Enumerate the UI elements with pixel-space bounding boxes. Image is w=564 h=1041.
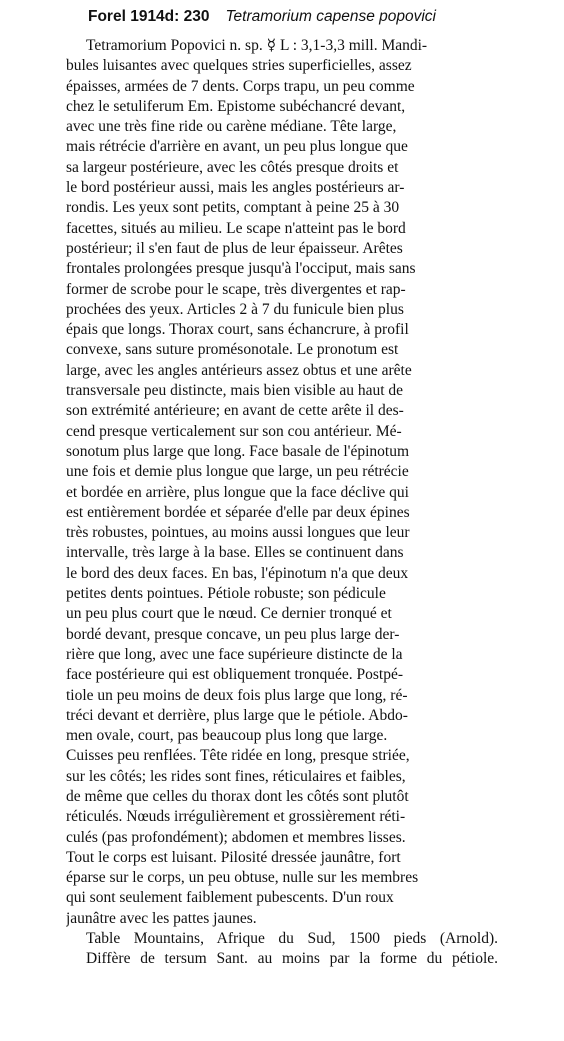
- text-line: de même que celles du thorax dont les côtés sont plutôt: [66, 787, 409, 805]
- citation-reference: Forel 1914d: 230: [88, 8, 210, 25]
- text-line: Tout le corps est luisant. Pilosité dressée jaunâtre, fort: [66, 848, 401, 866]
- text-line: épaisses, armées de 7 dents. Corps trapu, un peu comme: [66, 77, 415, 95]
- text-line: frontales prolongées presque jusqu'à l'occiput, mais sans: [66, 260, 416, 278]
- text-line: sonotum plus large que long. Face basale de l'épinotum: [66, 442, 410, 460]
- text-line: men ovale, court, pas beaucoup plus long que large.: [66, 727, 388, 745]
- text-line: mais rétrécie d'arrière en avant, un peu plus longue que: [66, 138, 408, 156]
- text-line: tiole un peu moins de deux fois plus large que long, ré-: [66, 686, 408, 704]
- text-line: Cuisses peu renflées. Tête ridée en long, presque striée,: [66, 747, 410, 765]
- text-line: facettes, situés au milieu. Le scape n'atteint pas le bord: [66, 219, 406, 237]
- text-line: rière que long, avec une face supérieure distincte de la: [66, 645, 403, 663]
- text-line: large, avec les angles antérieurs assez obtus et une arête: [66, 361, 412, 379]
- text-line: intervalle, très large à la base. Elles se continuent dans: [66, 544, 404, 562]
- locality-line: Table Mountains, Afrique du Sud, 1500 pieds (Arnold).: [86, 930, 498, 948]
- taxon-name: Tetramorium capense popovici: [225, 8, 436, 25]
- text-line: rondis. Les yeux sont petits, comptant à peine 25 à 30: [66, 199, 400, 217]
- text-line: postérieur; il s'en faut de plus de leur épaisseur. Arêtes: [66, 239, 403, 257]
- text-line: face postérieure qui est obliquement tronquée. Postpé-: [66, 666, 404, 684]
- text-line: transversale peu distincte, mais bien visible au haut de: [66, 382, 404, 400]
- text-line: Tetramorium Popovici n. sp. ☿ L : 3,1-3,3 mill. Mandi-: [86, 37, 428, 54]
- text-line: réticulés. Nœuds irrégulièrement et grossièrement réti-: [66, 808, 406, 826]
- text-line: avec une très fine ride ou carène médiane. Tête large,: [66, 118, 397, 136]
- text-line: son extrémité antérieure; en avant de cette arête il des-: [66, 402, 404, 420]
- text-line: bordé devant, presque concave, un peu plus large der-: [66, 625, 400, 643]
- text-line: prochées des yeux. Articles 2 à 7 du funicule bien plus: [66, 300, 404, 318]
- text-line: chez le setuliferum Em. Epistome subéchancré devant,: [66, 97, 406, 115]
- text-line: sa largeur postérieure, avec les côtés presque droits et: [66, 158, 399, 176]
- species-description: [66, 36, 498, 970]
- text-line: et bordée en arrière, plus longue que la face déclive qui: [66, 483, 409, 501]
- text-line: le bord postérieur aussi, mais les angles postérieurs ar-: [66, 179, 405, 197]
- text-line: tréci devant et derrière, plus large que le pétiole. Abdo-: [66, 706, 408, 724]
- text-line: bules luisantes avec quelques stries superficielles, assez: [66, 57, 412, 75]
- comparison-line: Diffère de tersum Sant. au moins par la forme du pétiole.: [86, 950, 498, 968]
- text-line: un peu plus court que le nœud. Ce dernier tronqué et: [66, 605, 392, 623]
- text-line: épais que longs. Thorax court, sans échancrure, à profil: [66, 321, 409, 339]
- text-line: est entièrement bordée et séparée d'elle par deux épines: [66, 503, 410, 521]
- text-line: le bord des deux faces. En bas, l'épinotum n'a que deux: [66, 564, 409, 582]
- text-line: petites dents pointues. Pétiole robuste; son pédicule: [66, 585, 386, 603]
- text-line: éparse sur le corps, un peu obtuse, nulle sur les membres: [66, 869, 419, 887]
- text-line: qui sont seulement faiblement pubescents. D'un roux: [66, 889, 394, 907]
- text-line: très robustes, pointues, au moins aussi longues que leur: [66, 524, 410, 542]
- text-line: convexe, sans suture promésonotale. Le pronotum est: [66, 341, 399, 359]
- text-line: culés (pas profondément); abdomen et membres lisses.: [66, 828, 406, 846]
- text-line: une fois et demie plus longue que large, un peu rétrécie: [66, 463, 409, 481]
- page-header: [88, 7, 436, 27]
- text-line: sur les côtés; les rides sont fines, réticulaires et faibles,: [66, 767, 406, 785]
- text-line: cend presque verticalement sur son cou antérieur. Mé-: [66, 422, 402, 440]
- text-line: jaunâtre avec les pattes jaunes.: [66, 909, 257, 927]
- text-line: former de scrobe pour le scape, très divergentes et rap-: [66, 280, 406, 298]
